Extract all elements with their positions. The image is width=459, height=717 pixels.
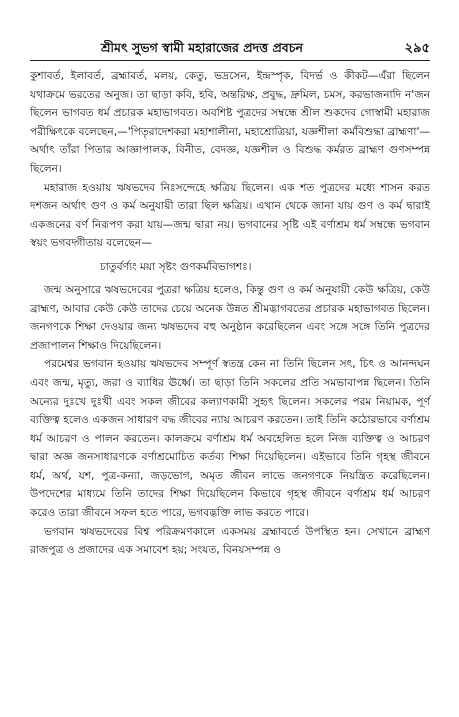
paragraph: মহারাজ হওয়ায় ঋষভদেব নিঃসন্দেহে ক্ষত্রিয় ছিলেন। এক শত পুত্রদের মধ্যে শাসন করত দশজন অর্থাৎ গুণ ও কর্ম অনুযায়ী তারা ছিল ক্ষত্রিয়। এখান থেকে জানা যায় গুণ ও কর্ম দ্বারাই একজনের বর্ণ নিরূপণ করা যায়—জন্ম দ্বারা নয়। ভগবানের সৃষ্টি এই বর্ণাশ্রম ধর্ম সম্বন্ধে ভগবান স্বয়ং ভগবদ্গীতায় বলেছেন— xyxy=(30,181,430,250)
sanskrit-verse: চাতুর্বর্ণ্যং ময়া সৃষ্টং গুণকর্মবিভাগশঃ। xyxy=(100,260,252,273)
paragraph: ভগবান ঋষভদেবের বিশ্ব পরিক্রমণকালে একসময় ব্রহ্মাবর্তে উপস্থিত হন। সেখানে ব্রাহ্মণ রাজপুত্র ও প্রজাদের এক সমাবেশ হয়; সংযত, বিনয়সম্পন্ন ও xyxy=(30,525,430,557)
paragraph: পরমেশ্বর ভগবান হওয়ায় ঋষভদেব সম্পূর্ণ স্বতন্ত্র কেন না তিনি ছিলেন সৎ, চিৎ ও আনন্দঘন এবং জন্ম, মৃত্যু, জরা ও ব্যাধির ঊর্ধ্বে। তা ছাড়া তিনি সকলের প্রতি সমভাবাপন্ন ছিলেন। তিনি অন্যের দুঃখে দুঃখী এবং সকল জীবের কল্যাণকামী সুহৃৎ ছিলেন। সকলের পরম নিয়ামক, পূর্ণ ব্যক্তিত্ব হলেও একজন সাধারণ বদ্ধ জীবের ন্যায় আচরণ করতেন। তাই তিনি কঠোরভাবে বর্ণাশ্রম ধর্ম আচরণ ও পালন করতেন। কালক্রমে বর্ণাশ্রম ধর্ম অবহেলিত হলে নিজ ব্যক্তিত্ব ও আচরণ দ্বারা অজ্ঞ জনসাধারণকে বর্ণাশ্রমোচিত কর্তব্য শিক্ষা দিয়েছিলেন। এইভাবে তিনি গৃহস্থ জীবনে ধর্ম, অর্থ, যশ, পুত্র-কন্যা, জড়ভোগ, অমৃত জীবন লাভে জনগণকে নিয়ন্ত্রিত করেছিলেন। উপদেশের মাধ্যমে তিনি তাদের শিক্ষা দিয়েছিলেন কিভাবে গৃহস্থ জীবনে বর্ণাশ্রম ধর্ম আচরণ করেও তারা জীবনে সফল হতে পারে, ভগবদ্ভক্তি লাভ করতে পারে। xyxy=(30,358,430,520)
chapter-title: শ্রীমৎ সুভগ স্বামী মহারাজের প্রদত্ত প্রবচন xyxy=(101,40,303,55)
book-page xyxy=(30,38,430,708)
body-text xyxy=(30,67,430,560)
running-header xyxy=(30,38,430,61)
paragraph: জন্ম অনুসারে ঋষভদেবের পুত্ররা ক্ষত্রিয় হলেও, কিন্তু গুণ ও কর্ম অনুযায়ী কেউ ক্ষত্রিয়, কেউ ব্রাহ্মণ, আবার কেউ কেউ তাদের চেয়ে অনেক উন্নত শ্রীমদ্ভাগবতের প্রচারক মহাভাগবত ছিলেন। জনগণকে শিক্ষা দেওয়ার জন্য ঋষভদেব বহু অনুষ্ঠান করেছিলেন এবং সঙ্গে সঙ্গে তিনি পুত্রদের প্রজাপালন শিক্ষাও দিয়েছিলেন। xyxy=(30,283,430,352)
page-number: ২৯৫ xyxy=(404,41,430,56)
paragraph: কুশাবর্ত, ইলাবর্ত, ব্রহ্মাবর্ত, মলয়, কেতু, ভদ্রসেন, ইন্দ্রস্পৃক, বিদর্ভ ও কীকট—এঁরা ছিলেন যথাক্রমে ভরতের অনুজ। তা ছাড়া কবি, হবি, অন্তরিক্ষ, প্রবুদ্ধ, দ্রুমিল, চমস, করভাজনাদি ন'জন ছিলেন ভাগবত ধর্ম প্রচারক মহাভাগবত। অবশিষ্ট পুত্রদের সম্বন্ধে শ্রীল শুকদেব গোস্বামী মহারাজ পরীক্ষিৎকে বলেছেন,—'পিতৃরাদেশকরা মহাশালীনা, মহাশ্রোত্রিয়া, যজ্ঞশীলা কর্মবিশুদ্ধা ব্রাহ্মণা'—অর্থাৎ তাঁরা পিতার আজ্ঞাপালক, বিনীত, বেদজ্ঞ, যজ্ঞশীল ও বিশুদ্ধ কর্মরত ব্রাহ্মণ গুণসম্পন্ন ছিলেন। xyxy=(30,70,430,175)
